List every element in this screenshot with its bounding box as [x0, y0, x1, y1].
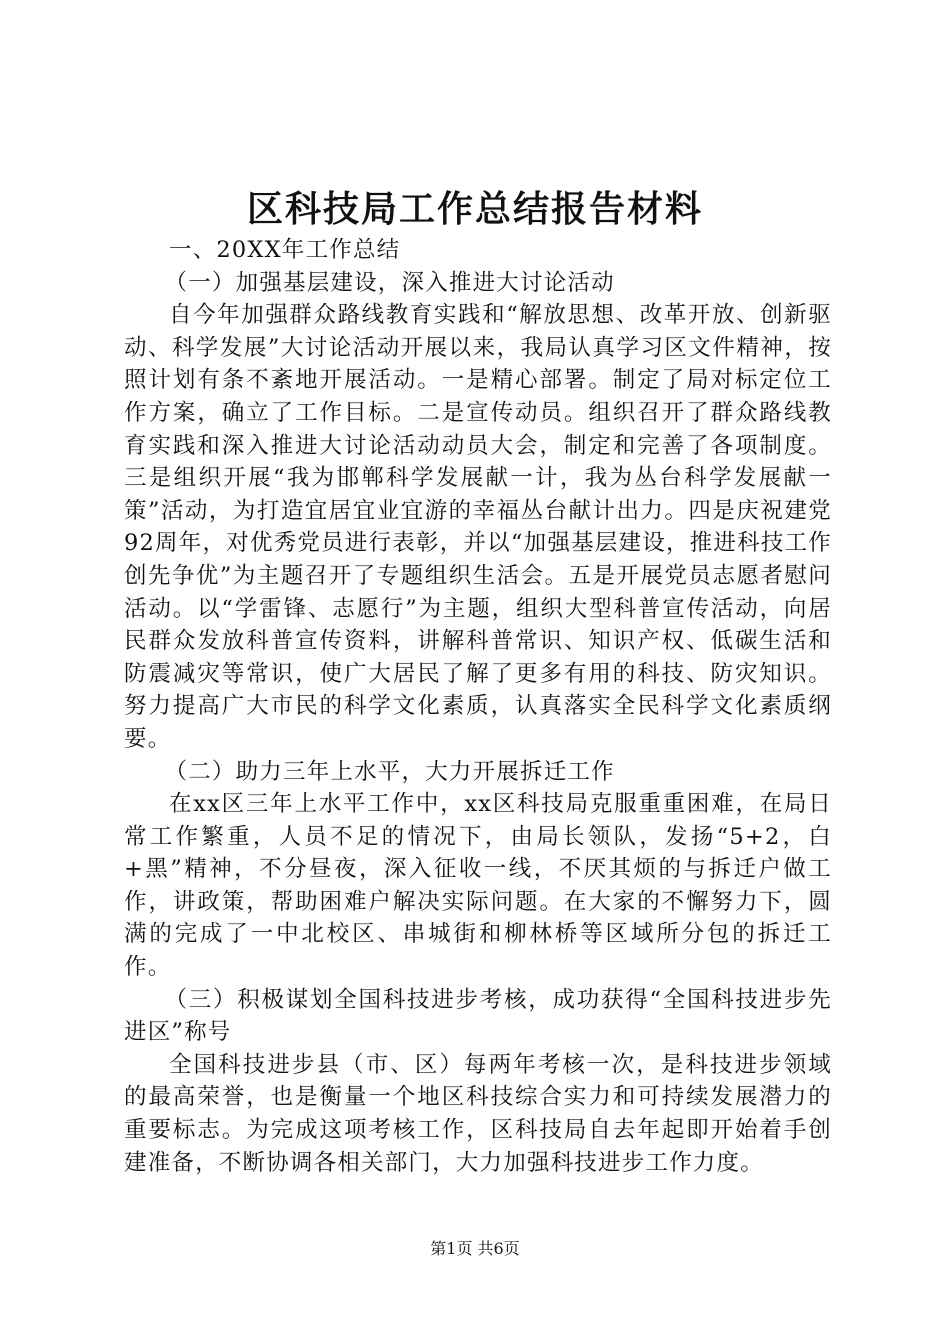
body-paragraph: 自今年加强群众路线教育实践和“解放思想、改革开放、创新驱动、科学发展”大讨论活动开展以来，我局认真学习区文件精神，按照计划有条不紊地开展活动。一是精心部署。制定了局对标定位工作方案，确立了工作目标。二是宣传动员。组织召开了群众路线教育实践和深入推进大讨论活动动员大会，制定和完善了各项制度。三是组织开展“我为邯郸科学发展献一计，我为丛台科学发展献一策”活动，为打造宜居宜业宜游的幸福丛台献计出力。四是庆祝建党92周年，对优秀党员进行表彰，并以“加强基层建设，推进科技工作创先争优”为主题召开了专题组织生活会。五是开展党员志愿者慰问活动。以“学雷锋、志愿行”为主题，组织大型科普宣传活动，向居民群众发放科普宣传资料，讲解科普常识、知识产权、低碳生活和防震减灾等常识，使广大居民了解了更多有用的科技、防灾知识。努力提高广大市民的科学文化素质，认真落实全民科学文化素质纲要。 — [124, 302, 832, 752]
page-footer: 第1页 共6页 — [430, 1239, 520, 1258]
body-paragraph: 全国科技进步县（市、区）每两年考核一次，是科技进步领域的最高荣誉，也是衡量一个地区科技综合实力和可持续发展潜力的重要标志。为完成这项考核工作，区科技局自去年起即开始着手创建准备，不断协调各相关部门，大力加强科技进步工作力度。 — [124, 1051, 832, 1176]
subsection-heading: （三）积极谋划全国科技进步考核，成功获得“全国科技进步先进区”称号 — [124, 986, 832, 1046]
subsection-heading: （一）加强基层建设，深入推进大讨论活动 — [164, 269, 615, 296]
section-heading: 一、20XX年工作总结 — [169, 237, 401, 263]
document-title: 区科技局工作总结报告材料 — [246, 188, 703, 230]
document-body — [124, 234, 832, 1179]
body-paragraph: 在xx区三年上水平工作中，xx区科技局克服重重困难，在局日常工作繁重，人员不足的情况下，由局长领队，发扬“5+2，白+黑”精神，不分昼夜，深入征收一线，不厌其烦的与拆迁户做工作，讲政策，帮助困难户解决实际问题。在大家的不懈努力下，圆满的完成了一中北校区、串城街和柳林桥等区域所分包的拆迁工作。 — [124, 791, 832, 981]
subsection-heading: （二）助力三年上水平，大力开展拆迁工作 — [164, 758, 615, 785]
